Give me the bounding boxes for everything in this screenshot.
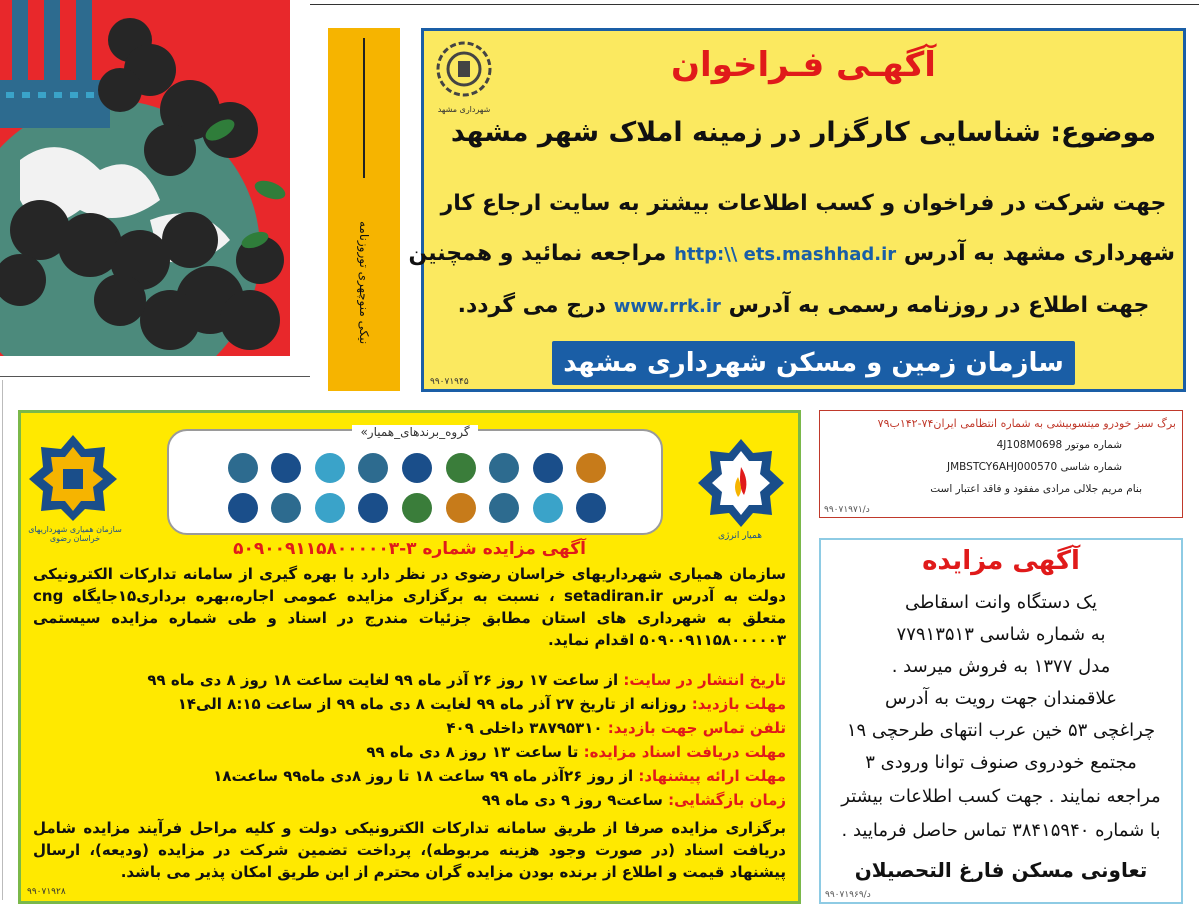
ad-line-2-a: شهرداری مشهد به آدرس (903, 241, 1175, 266)
ad-footer-band: سازمان زمین و مسکن شهرداری مشهد (552, 341, 1075, 385)
ad-code: ۹۹۰۷۱۹۴۵ (430, 377, 469, 387)
ad-code: د/۹۹۰۷۱۹۷۱ (824, 505, 870, 515)
info-row-value: از روز ۲۶آذر ماه ۹۹ ساعت ۱۸ تا روز ۸دی ماه۹۹ ساعت۱۸ (213, 767, 634, 785)
brand-logo (446, 453, 476, 483)
brands-panel (167, 425, 663, 535)
hamyar-energy-caption: همیار انرژی (718, 531, 762, 541)
info-row-label: زمان بازگشایی: (668, 791, 786, 809)
brand-logo (402, 453, 432, 483)
logo-caption: شهرداری مشهد (437, 105, 491, 114)
hamyari-logo-caption: سازمان همیاری شهرداریهای خراسان رضوی (28, 525, 122, 543)
owner-line: بنام مریم جلالی مرادی مفقود و فاقد اعتبار است (930, 483, 1142, 495)
brand-logo (315, 493, 345, 523)
top-rule (310, 4, 1199, 5)
ad-line-1: جهت شرکت در فراخوان و کسب اطلاعات بیشتر به سایت ارجاع کار (440, 191, 1167, 216)
info-row-value: ۳۸۷۹۵۳۱۰ داخلی ۴۰۹ (446, 719, 603, 737)
ad-line-3-b: درج می گردد. (457, 293, 607, 318)
info-row (213, 767, 786, 785)
brand-logo (271, 453, 301, 483)
ad-subject: موضوع: شناسایی کارگزار در زمینه املاک شهر مشهد (450, 117, 1157, 148)
hamyari-organization-logo (29, 433, 117, 523)
brand-logo-grid (221, 453, 613, 523)
strip-vertical-text: نیکی ‌منوچهری ‌تو‌روزنامه (357, 221, 371, 345)
ad-line-3-a: جهت اطلاع در روزنامه رسمی به آدرس (728, 293, 1150, 318)
auction-title: آگهی مزایده (922, 546, 1080, 576)
info-row-label: تلفن تماس جهت بازدید: (607, 719, 786, 737)
mashhad-municipality-logo (434, 39, 494, 103)
info-row (178, 695, 786, 713)
brand-logo (358, 453, 388, 483)
brand-logo (533, 453, 563, 483)
vertical-strip (328, 28, 400, 391)
info-row (446, 719, 786, 737)
brands-caption (169, 421, 661, 440)
brands-caption-text: «گروه_برندهای_همیار (352, 425, 477, 439)
info-row-label: مهلت بازدید: (691, 695, 786, 713)
truck-auction-ad (819, 538, 1183, 904)
auction-line: مجتمع خودروی صنوف توانا ورودی ۳ (865, 752, 1137, 773)
brand-logo (271, 493, 301, 523)
strip-text (336, 188, 392, 378)
brand-logo (228, 493, 258, 523)
brand-logo (402, 493, 432, 523)
brand-logo (358, 493, 388, 523)
auction-footer: تعاونی مسکن فارغ التحصیلان (854, 858, 1148, 882)
info-row-value: از ساعت ۱۷ روز ۲۶ آذر ماه ۹۹ لغایت ساعت ۱۸ روز ۸ دی ماه ۹۹ (147, 671, 619, 689)
info-row (366, 743, 786, 761)
factory-illustration (0, 0, 290, 356)
info-row-label: مهلت دریافت اسناد مزایده: (583, 743, 786, 761)
lost-document-ad (819, 410, 1183, 518)
ad-line-2 (408, 241, 1175, 266)
left-rule (2, 380, 3, 900)
auction-line: یک دستگاه وانت اسقاطی (904, 592, 1098, 613)
ad-line-3 (432, 293, 1175, 318)
chassis-number: شماره شاسی JMBSTCY6AHJ000570 (946, 461, 1122, 473)
brand-logo (489, 493, 519, 523)
ets-url: http:\\ ets.mashhad.ir (674, 244, 897, 265)
brand-logo (576, 493, 606, 523)
info-row-value: ساعت۹ روز ۹ دی ماه ۹۹ (481, 791, 663, 809)
ad-code: د/۹۹۰۷۱۹۶۹ (825, 890, 871, 900)
auction-line: به شماره شاسی ۷۷۹۱۳۵۱۳ (896, 624, 1106, 645)
ad-title: آگهـی فـراخوان (671, 45, 936, 85)
auction-number-title: آگهی مزایده شماره ۳-۵۰۹۰۰۹۱۱۵۸۰۰۰۰۰۳ (233, 539, 586, 559)
cng-auction-ad (18, 410, 801, 904)
call-notice-ad (408, 28, 1186, 392)
info-row-label: مهلت ارائه پیشنهاد: (638, 767, 786, 785)
info-row-label: تاریخ انتشار در سایت: (623, 671, 786, 689)
hamyar-energy-logo (698, 437, 784, 529)
lost-doc-header: برگ سبز خودرو میتسوبیشی به شماره انتظامی ایران۷۴-۱۴۲ب۷۹ (877, 417, 1176, 430)
info-row (147, 671, 786, 689)
auction-line: چراغچی ۵۳ خین عرب انتهای طرحچی ۱۹ (846, 720, 1156, 741)
brand-logo (446, 493, 476, 523)
ad-code: ۹۹۰۷۱۹۲۸ (27, 887, 66, 897)
brand-logo (533, 493, 563, 523)
brand-logo (315, 453, 345, 483)
auction-body-text: سازمان همیاری شهرداریهای خراسان رضوی در نظر دارد با بهره گیری از سامانه تدارکات الکترونیکی دولت به آدرس setadiran.ir ، نسبت به برگزاری مزایده عمومی اجاره،بهره برداری۱۵جایگاه cng متعلق به شهرداری های استان مطابق جزئیات مندرج در اسناد و طی شماره مزایده سیستمی ۵۰۹۰۰۹۱۱۵۸۰۰۰۰۰۳ اقدام نماید. (33, 565, 786, 649)
factory-pollution-image (0, 0, 290, 356)
auction-line: مراجعه نمایند . جهت کسب اطلاعات بیشتر (841, 786, 1161, 807)
info-row-value: روزانه از تاریخ ۲۷ آذر ماه ۹۹ لغایت ۸ دی ماه ۹۹ از ساعت ۸:۱۵ الی۱۴ (177, 695, 687, 713)
auction-closing-text: برگزاری مزایده صرفا از طریق سامانه تدارکات الکترونیکی دولت و کلیه مراحل فرآیند مزایده شامل دریافت اسناد (در صورت وجود هزینه مربوطه)، پرداخت تضمین شرکت در مزایده (ودیعه)، ارسال پیشنهاد قیمت و اطلاع از برنده بودن مزایده گران محترم از این طریق امکان پذیر می باشد. (33, 819, 786, 881)
brand-logo (489, 453, 519, 483)
auction-line: مدل ۱۳۷۷ به فروش میرسد . (891, 656, 1111, 677)
rrk-url: www.rrk.ir (613, 296, 721, 317)
mid-rule (0, 376, 310, 377)
engine-number: شماره موتور 4J108M0698 (996, 439, 1122, 451)
auction-line: علاقمندان جهت رویت به آدرس (885, 688, 1117, 709)
strip-rule (363, 38, 365, 178)
ad-line-2-b: مراجعه نمائید و همچنین (408, 241, 667, 266)
brand-logo (228, 453, 258, 483)
auction-line: با شماره ۳۸۴۱۵۹۴۰ تماس حاصل فرمایید . (841, 820, 1161, 841)
info-row-value: تا ساعت ۱۳ روز ۸ دی ماه ۹۹ (366, 743, 579, 761)
brand-logo (576, 453, 606, 483)
info-row (482, 791, 786, 809)
